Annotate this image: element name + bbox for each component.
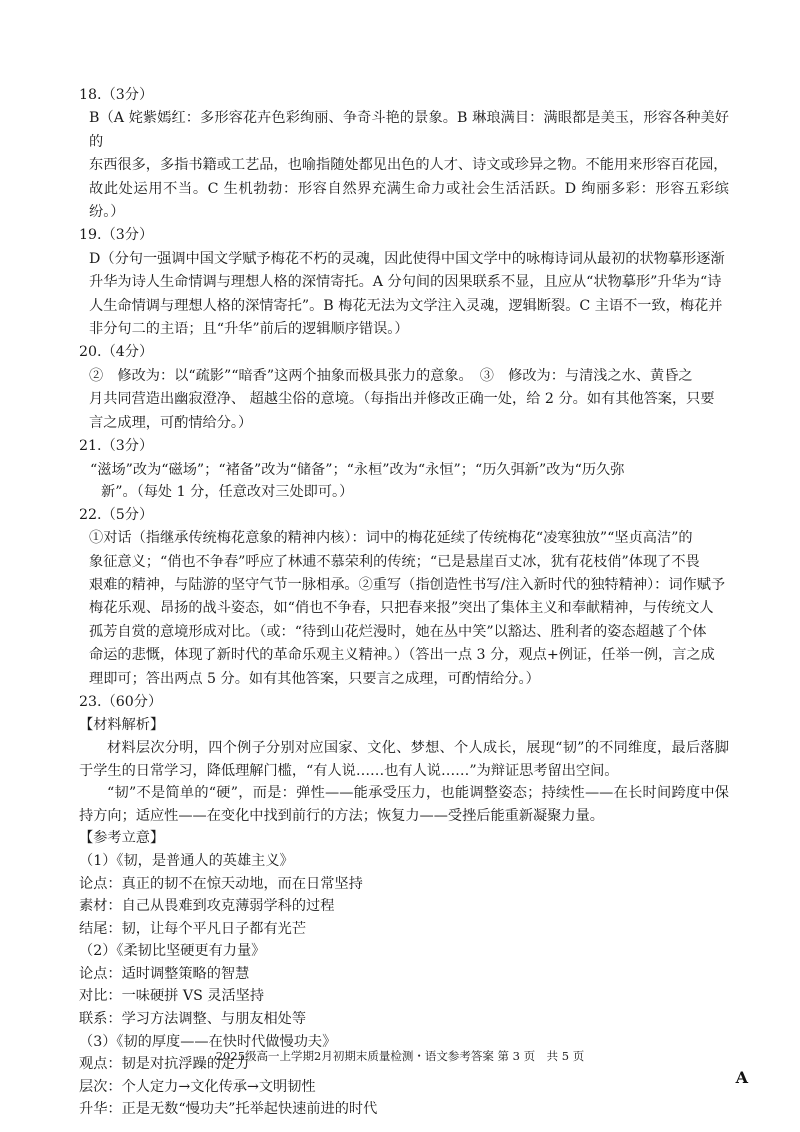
q19-line-4: 非分句二的主语；且“升华”前后的逻辑顺序错误。） bbox=[89, 321, 409, 338]
q22-line-6: 命运的悲慨，体现了新时代的革命乐观主义精神。）（答出一点 3 分，观点+例证，任举一例，言之成 bbox=[89, 647, 715, 664]
idea-line: 对比：一味硬拼 VS 灵活坚持 bbox=[79, 988, 265, 1005]
idea-line: 层次：个人定力→文化传承→文明韧性 bbox=[79, 1078, 316, 1095]
q19-line-2: 升华为诗人生命情调与理想人格的深情寄托。A 分句间的因果联系不显，且应从“状物摹形”升华为“诗 bbox=[89, 274, 722, 291]
q21-line-2: 新”。（每处 1 分，任意改对三处即可。） bbox=[101, 484, 354, 501]
answer-content bbox=[79, 84, 729, 1121]
idea-line: （2）《柔韧比坚硬更有力量》 bbox=[79, 943, 266, 960]
material-para-1: 材料层次分明，四个例子分别对应国家、文化、梦想、个人成长，展现“韧”的不同维度，最后落脚于学生的日常学习，降低理解门槛，“有人说……也有人说……”为辩证思考留出空间。 bbox=[79, 739, 729, 779]
q22-line-4: 梅花乐观、昂扬的战斗姿态，如“俏也不争春，只把春来报”突出了集体主义和奉献精神，与传统文人 bbox=[89, 600, 714, 617]
q18-line-1: B（A 姹紫嫣红：多形容花卉色彩绚丽、争奇斗艳的景象。B 琳琅满目：满眼都是美玉，形容各种美好的 bbox=[89, 110, 729, 150]
q20-line-3: 言之成理，可酌情给分。） bbox=[89, 414, 253, 431]
q22-line-2: 象征意义；“俏也不争春”呼应了林逋不慕荣利的传统；“已是悬崖百丈冰，犹有花枝俏”体现了不畏 bbox=[89, 553, 700, 570]
q18-answer bbox=[79, 107, 729, 224]
q18-line-3: 故此处运用不当。C 生机勃勃：形容自然界充满生命力或社会生活活跃。D 绚丽多彩：形容五彩缤纷。） bbox=[89, 180, 729, 221]
material-para-2: “韧”不是简单的“硬”，而是：弹性——能承受压力，也能调整姿态；持续性——在长时间跨度中保持方向；适应性——在变化中找到前行的方法；恢复力——受挫后能重新凝聚力量。 bbox=[79, 785, 729, 824]
idea-line: 论点：适时调整策略的智慧 bbox=[79, 965, 250, 982]
q21-number: 21.（3分） bbox=[79, 438, 154, 455]
q22-answer bbox=[79, 527, 729, 691]
q20-line-2: 月共同营造出幽寂澄净、 超越尘俗的意境。（每指出并修改正确一处，给 2 分。如有其他答案，只要 bbox=[89, 391, 715, 408]
q21-answer bbox=[79, 459, 729, 504]
idea-line: 观点：韧是对抗浮躁的定力 bbox=[79, 1056, 250, 1073]
q22-line-7: 理即可；答出两点 5 分。如有其他答案，只要言之成理，可酌情给分。） bbox=[89, 670, 540, 687]
corner-mark: A bbox=[735, 1068, 748, 1087]
idea-line: 结尾：韧，让每个平凡日子都有光芒 bbox=[79, 920, 307, 937]
q22-line-3: 艰难的精神，与陆游的坚守气节一脉相承。②重写（指创造性书写/注入新时代的独特精神）：词作赋予 bbox=[89, 576, 726, 593]
idea-list bbox=[79, 850, 729, 1121]
q18-line-2: 东西很多，多指书籍或工艺品，也喻指随处都见出色的人才、诗文或珍异之物。不能用来形容百花园， bbox=[89, 157, 728, 174]
idea-line: 素材：自己从畏难到攻克薄弱学科的过程 bbox=[79, 898, 335, 915]
q19-line-3: 人生命情调与理想人格的深情寄托”。B 梅花无法为文学注入灵魂，逻辑断裂。C 主语不一致，梅花并 bbox=[89, 297, 723, 314]
ideas-heading: 【参考立意】 bbox=[79, 830, 165, 847]
q22-line-1: ①对话（指继承传统梅花意象的精神内核）：词中的梅花延续了传统梅花“凌寒独放”“坚贞高洁”的 bbox=[89, 530, 693, 547]
idea-line: （1）《韧，是普通人的英雄主义》 bbox=[79, 852, 294, 869]
q18-number: 18.（3分） bbox=[79, 87, 154, 103]
q23-number: 23.（60分） bbox=[79, 693, 163, 710]
page-footer: 2025级高一上学期2月初期末质量检测・语文参考答案 第 3 页 共 5 页 bbox=[215, 1049, 585, 1063]
q21-line-1: “滋场”改为“磁场”；“褚备”改为“储备”；“永桓”改为“永恒”；“历久弭新”改为“历久弥 bbox=[90, 461, 625, 478]
q20-line-1: ② 修改为：以“疏影”“暗香”这两个抽象而极具张力的意象。 ③ 修改为：与清浅之水、黄昏之 bbox=[89, 367, 693, 384]
q19-line-1: D（分句一强调中国文学赋予梅花不朽的灵魂，因此使得中国文学中的咏梅诗词从最初的状物摹形逐渐 bbox=[89, 250, 725, 267]
idea-line: （3）《韧的厚度——在快时代做慢功夫》 bbox=[79, 1033, 337, 1050]
q22-number: 22.（5分） bbox=[79, 506, 154, 523]
q22-line-5: 孤芳自赏的意境形成对比。（或：“待到山花烂漫时，她在丛中笑”以豁达、胜利者的姿态超越了个体 bbox=[89, 623, 707, 640]
q20-answer bbox=[79, 365, 729, 435]
idea-line: 论点：真正的韧不在惊天动地，而在日常坚持 bbox=[79, 875, 363, 892]
idea-line: 升华：正是无数“慢功夫”托举起快速前进的时代 bbox=[79, 1101, 378, 1118]
material-heading: 【材料解析】 bbox=[79, 717, 165, 734]
idea-line: 联系：学习方法调整、与朋友相处等 bbox=[79, 1011, 307, 1028]
q20-number: 20.（4分） bbox=[79, 344, 154, 361]
q19-number: 19.（3分） bbox=[79, 227, 154, 244]
q19-answer bbox=[79, 248, 729, 342]
